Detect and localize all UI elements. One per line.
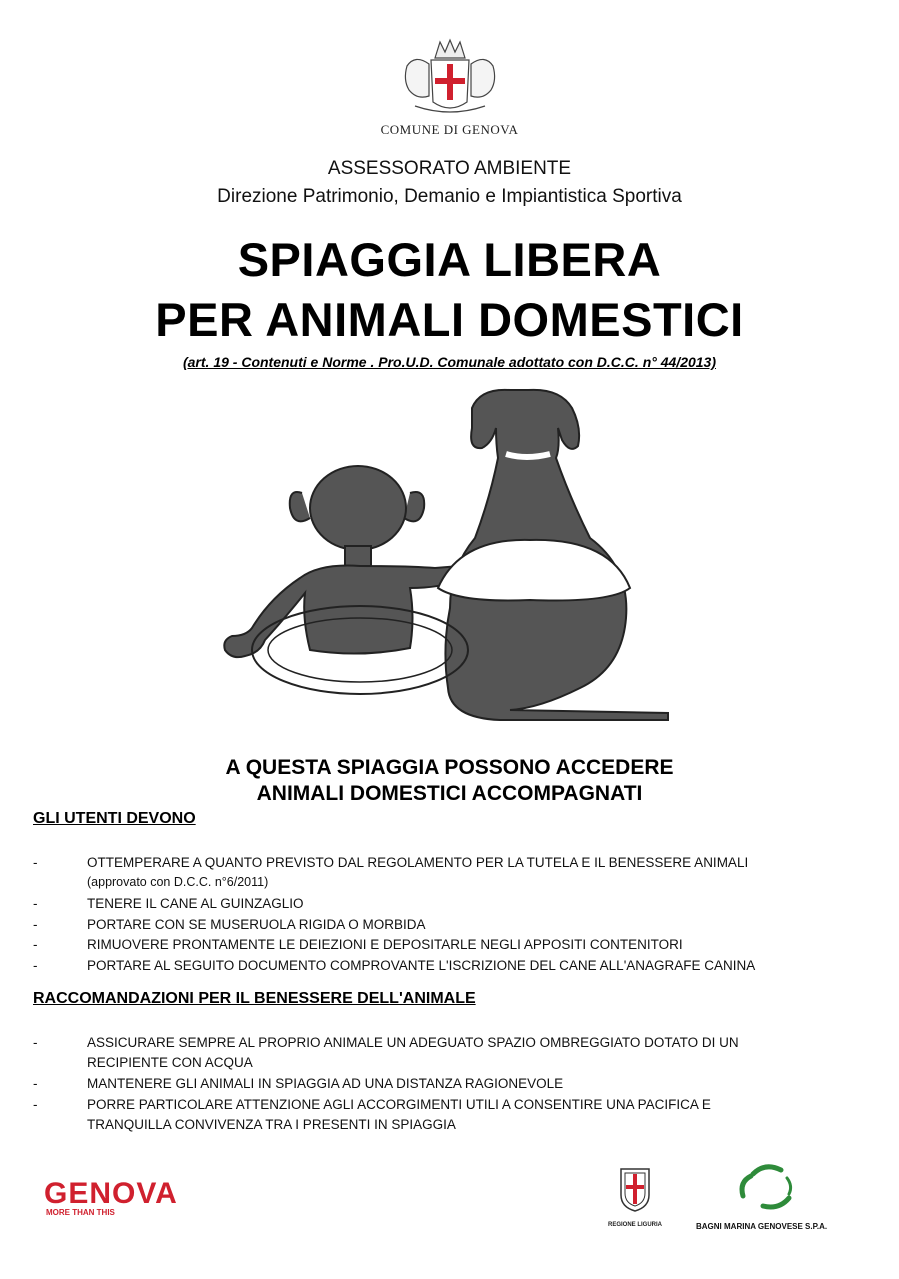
- bagni-marina-logo: [693, 1160, 853, 1231]
- comune-label: COMUNE DI GENOVA: [380, 122, 519, 137]
- legal-reference: (art. 19 - Contenuti e Norme . Pro.U.D. Comunale adottato con D.C.C. n° 44/2013): [182, 354, 716, 370]
- genova-crest-icon: [395, 36, 505, 123]
- recommendations-section-title: RACCOMANDAZIONI PER IL BENESSERE DELL'ANIMALE: [33, 990, 476, 1007]
- genova-logo-tagline: MORE THAN THIS: [46, 1208, 115, 1217]
- genova-logo-word: GENOVA: [44, 1177, 178, 1210]
- bagni-marina-swirl-icon: [693, 1160, 853, 1220]
- direzione-heading: Direzione Patrimonio, Demanio e Impiantistica Sportiva: [217, 186, 682, 207]
- regione-liguria-shield-icon: [615, 1165, 655, 1215]
- assessorato-heading: ASSESSORATO AMBIENTE: [327, 158, 572, 179]
- bagni-marina-label: BAGNI MARINA GENOVESE S.P.A.: [696, 1222, 828, 1231]
- regione-liguria-logo: [605, 1165, 665, 1228]
- girl-and-dog-illustration: [210, 388, 680, 738]
- users-section-title: GLI UTENTI DEVONO: [33, 810, 196, 827]
- access-statement-line1: A QUESTA SPIAGGIA POSSONO ACCEDERE: [225, 756, 674, 779]
- page-title-line1: SPIAGGIA LIBERA: [237, 233, 662, 286]
- access-statement-line2: ANIMALI DOMESTICI ACCOMPAGNATI: [256, 782, 643, 805]
- page-title-line2: PER ANIMALI DOMESTICI: [155, 293, 744, 346]
- regione-liguria-label: REGIONE LIGURIA: [607, 1222, 662, 1228]
